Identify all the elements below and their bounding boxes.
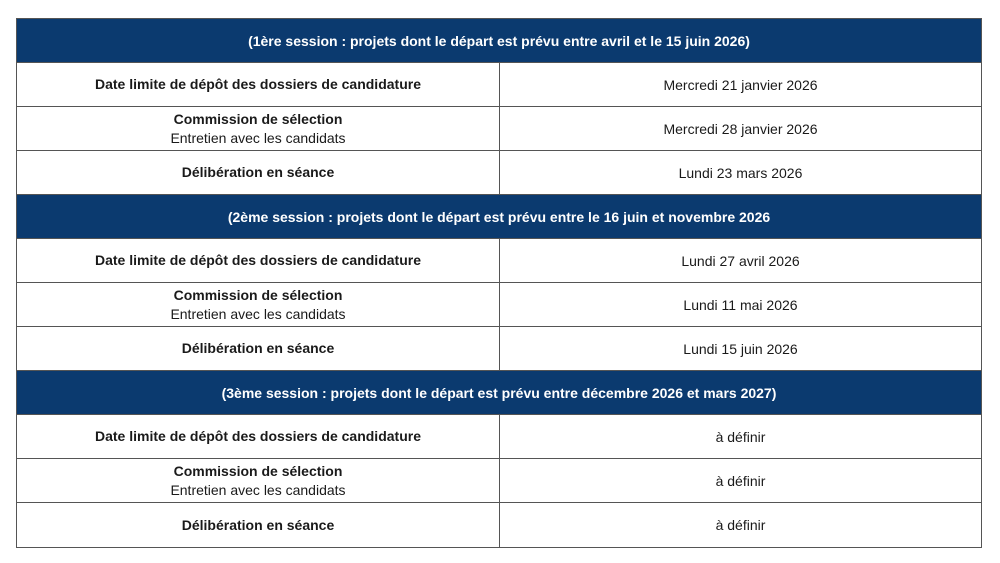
row-label-cell <box>17 283 500 326</box>
row-label-cell <box>17 151 500 194</box>
row-label: Date limite de dépôt des dossiers de candidature <box>95 428 421 444</box>
session-2-header <box>17 195 981 239</box>
row-value: Lundi 15 juin 2026 <box>683 340 798 357</box>
table-row <box>17 327 981 371</box>
row-value-cell <box>500 415 981 458</box>
session-1-title: (1ère session : projets dont le départ est prévu entre avril et le 15 juin 2026) <box>248 32 750 49</box>
row-label: Délibération en séance <box>181 516 335 533</box>
table-row <box>17 459 981 503</box>
row-label: Date limite de dépôt des dossiers de candidature <box>95 76 421 92</box>
row-label-cell <box>17 327 500 370</box>
table-row <box>17 283 981 327</box>
row-sublabel: Entretien avec les candidats <box>170 129 346 146</box>
session-schedule-table <box>16 18 982 548</box>
table-row <box>17 151 981 195</box>
session-2-title: (2ème session : projets dont le départ est prévu entre le 16 juin et novembre 2026 <box>227 208 771 225</box>
row-label: Délibération en séance <box>181 340 335 356</box>
session-3-header <box>17 371 981 415</box>
row-value-cell <box>500 151 981 194</box>
row-sublabel: Entretien avec les candidats <box>170 305 346 322</box>
row-value: Mercredi 28 janvier 2026 <box>663 120 818 137</box>
session-1-header <box>17 19 981 63</box>
row-value-cell <box>500 503 981 547</box>
row-value-cell <box>500 459 981 502</box>
row-label-cell <box>17 107 500 150</box>
row-value: Mercredi 21 janvier 2026 <box>663 76 818 93</box>
row-label-cell <box>17 459 500 502</box>
table-row <box>17 107 981 151</box>
row-value-cell <box>500 239 981 282</box>
table-row <box>17 239 981 283</box>
row-label: Commission de sélection <box>173 286 343 303</box>
row-value-cell <box>500 327 981 370</box>
row-value: à définir <box>715 472 766 489</box>
table-row <box>17 503 981 547</box>
table-row <box>17 63 981 107</box>
row-label: Commission de sélection <box>173 110 343 127</box>
row-value: à définir <box>715 517 766 533</box>
row-label-cell <box>17 415 500 458</box>
row-value-cell <box>500 63 981 106</box>
session-3-title: (3ème session : projets dont le départ est prévu entre décembre 2026 et mars 2027) <box>221 384 777 401</box>
row-label-cell <box>17 503 500 547</box>
row-sublabel: Entretien avec les candidats <box>170 481 346 498</box>
row-value-cell <box>500 107 981 150</box>
row-label-cell <box>17 239 500 282</box>
row-value-cell <box>500 283 981 326</box>
row-label: Délibération en séance <box>181 164 335 180</box>
row-value: Lundi 11 mai 2026 <box>683 296 798 313</box>
row-value: à définir <box>715 428 766 445</box>
row-label: Date limite de dépôt des dossiers de candidature <box>95 252 421 268</box>
row-label-cell <box>17 63 500 106</box>
row-label: Commission de sélection <box>173 462 343 479</box>
table-row <box>17 415 981 459</box>
row-value: Lundi 27 avril 2026 <box>681 252 800 269</box>
row-value: Lundi 23 mars 2026 <box>678 164 803 181</box>
